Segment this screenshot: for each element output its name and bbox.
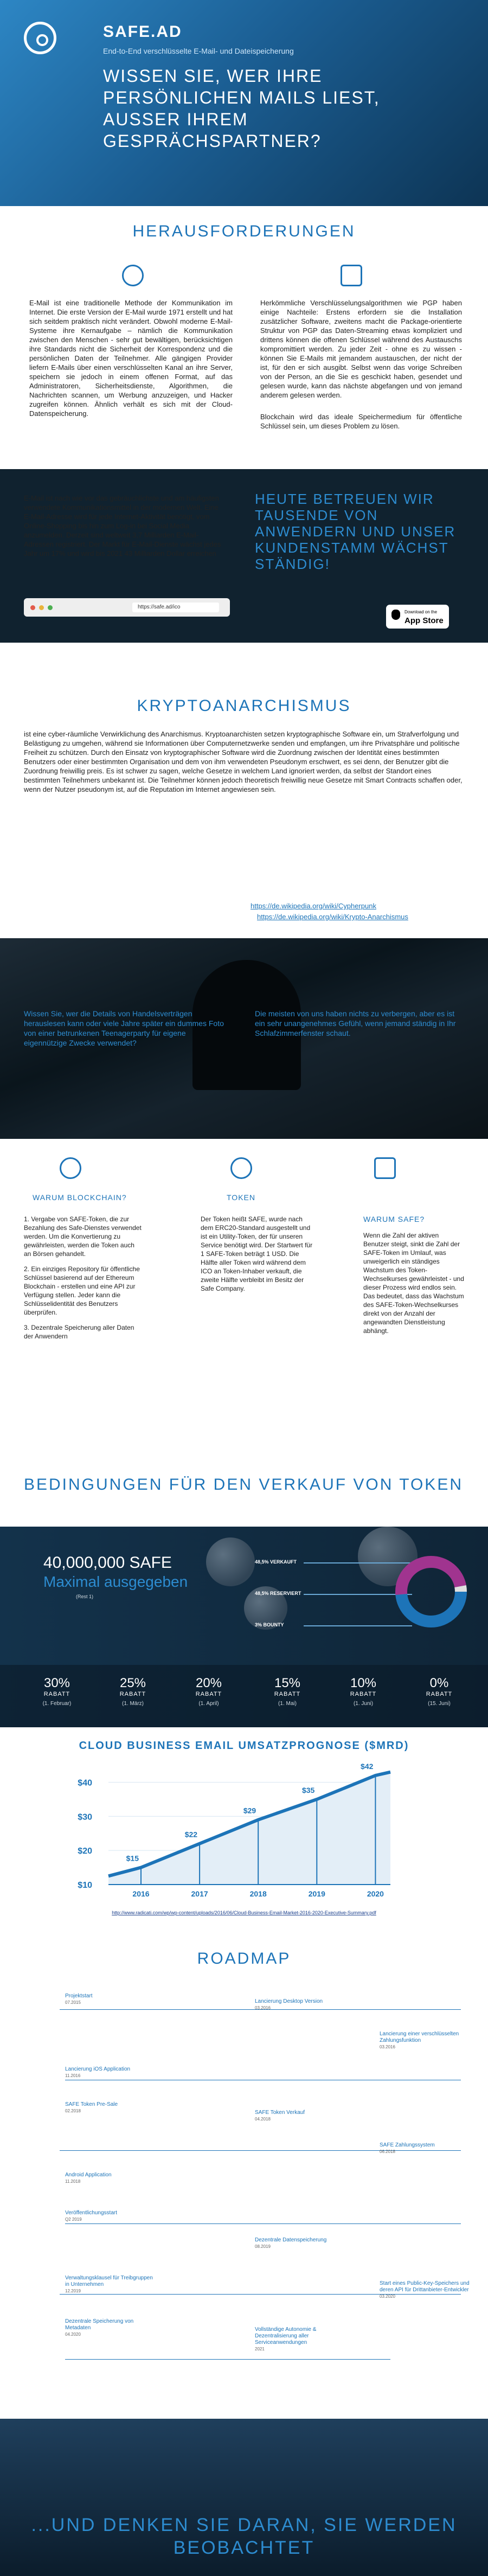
- window-min-dot: [39, 605, 44, 610]
- roadmap-item: [65, 2172, 157, 2185]
- challenges-section: [0, 206, 488, 469]
- data-label: $15: [126, 1854, 139, 1863]
- question-left: Wissen Sie, wer die Details von Handelsverträgen herauslesen kann oder viele Jahre später ein dummes Foto von einer betrunkenen Teenagerparty für eigene eigennützige Zwecke verwendet?: [24, 1009, 224, 1047]
- roadmap-item: [255, 2110, 347, 2123]
- y-tick-label: $10: [78, 1881, 92, 1890]
- roadmap-item: [65, 2066, 157, 2079]
- roadmap-item-date: 07.2015: [65, 2000, 81, 2005]
- roadmap-item-date: 2021: [255, 2347, 265, 2351]
- roadmap-item-date: 04.2018: [255, 2117, 271, 2122]
- chart-source-link: http://www.radicati.com/wp/wp-content/uploads/2016/06/Cloud-Business-Email-Market-2016-2020-Executive-Summary.pdf: [112, 1910, 376, 1915]
- reserved-label: 48,5% RESERVIERT: [255, 1591, 301, 1596]
- roadmap-item: [65, 2210, 157, 2223]
- at-sign-logo-icon: [24, 22, 56, 54]
- bounty-label: 3% BOUNTY: [255, 1622, 284, 1627]
- data-label: $35: [301, 1785, 315, 1795]
- roadmap-item-title: Vollständige Autonomie & Dezentralisierung aller Serviceanwendungen: [255, 2327, 317, 2346]
- discount-date: (1. März): [122, 1701, 144, 1707]
- discount-item: [260, 1676, 314, 1707]
- discount-percent: 15%: [274, 1676, 301, 1690]
- discount-label: RABATT: [426, 1691, 453, 1697]
- roadmap-item-title: Lancierung iOS Application: [65, 2066, 131, 2072]
- roadmap-item: [65, 1993, 157, 2006]
- why-blockchain-text: [24, 1215, 143, 1347]
- challenges-title: HERAUSFORDERUNGEN: [132, 222, 356, 240]
- discount-percent: 25%: [119, 1676, 146, 1690]
- roadmap-item-date: 06.2018: [380, 2149, 395, 2154]
- link-krypto-anarchismus[interactable]: https://de.wikipedia.org/wiki/Krypto-Anarchismus: [257, 913, 408, 921]
- discount-item: [412, 1676, 466, 1707]
- roadmap-item-date: 08.2019: [255, 2244, 271, 2249]
- roadmap-title: ROADMAP: [197, 1950, 291, 1968]
- crypto-title: KRYPTOANARCHISMUS: [137, 697, 351, 715]
- roadmap-item-date: 03.2016: [255, 2005, 271, 2010]
- market-text: E-Mail ist nach wie vor das gebräuchlichste und am häufigsten verwendete Kommunikationsmittel in der modernen Welt. Eine E-Mail-Adresse wird für jede Internet-Aktivität benötigt, vom Online-Shopping bis hin zum Log-in bei Social Media anzumelden. Derzeit sind weltweit 3,7 Milliarden E-Mail-Adressen registriert. Der Markt für E-Mail-Dienste wächst jedes Jahr um 17% und wird bis 2021 43 Milliarden Dollar erreichen: [24, 494, 221, 558]
- discount-percent: 0%: [429, 1676, 449, 1690]
- footer-text: ...UND DENKEN SIE DARAN, SIE WERDEN BEOBACHTET: [31, 2515, 457, 2558]
- revenue-area: [108, 1772, 390, 1885]
- roadmap-item: [380, 2142, 472, 2155]
- x-tick-label: 2017: [191, 1889, 208, 1898]
- data-label: $22: [184, 1830, 198, 1839]
- data-label: $29: [243, 1806, 256, 1815]
- discount-item: [336, 1676, 390, 1707]
- discount-label: RABATT: [350, 1691, 377, 1697]
- hero-section: [0, 0, 488, 206]
- roadmap-item-date: 03.2016: [380, 2045, 395, 2049]
- coin-image: [206, 1537, 255, 1586]
- roadmap-item: [65, 2101, 157, 2114]
- sale-title: BEDINGUNGEN FÜR DEN VERKAUF VON TOKEN: [24, 1476, 463, 1494]
- roadmap-item-title: Android Application: [65, 2172, 112, 2178]
- x-tick-label: 2019: [308, 1889, 325, 1898]
- chart-title: CLOUD BUSINESS EMAIL UMSATZPROGNOSE ($MRD): [79, 1740, 409, 1752]
- roadmap-item-title: Start eines Public-Key-Speichers und deren API für Drittanbieter-Entwickler: [380, 2280, 470, 2293]
- max-issued: Maximal ausgegeben: [43, 1573, 188, 1590]
- hacker-band: [0, 938, 488, 1139]
- distribution-donut: [390, 1551, 472, 1632]
- roadmap-item-title: SAFE Token Pre-Sale: [65, 2101, 118, 2107]
- why-blockchain-title: WARUM BLOCKCHAIN?: [33, 1193, 127, 1202]
- revenue-chart-section: [0, 1727, 488, 1928]
- roadmap-item-title: Lancierung einer verschlüsselten Zahlungsfunktion: [380, 2031, 459, 2043]
- roadmap-item-date: 03.2020: [380, 2294, 395, 2299]
- discount-date: (15. Juni): [428, 1701, 451, 1707]
- challenges-right-text: Herkömmliche Verschlüsselungsalgorithmen wie PGP haben einige Nachteile: Erstens erfordern sie die Installation zusätzlicher Software, zweitens macht die Package-orientierte Struktur von PGP das Daten-Streaming etwas kompliziert und drittens können die offenen Schlüssel während des Austauschs kompromittiert werden. Zu jeder Zeit - ohne es zu wissen - können Sie E-Mails mit jemandem austauschen, der nicht der ist, für den er sich ausgibt. Selbst wenn das vorige Schreiben von der Person, an die Sie es geschickt haben, gesendet und gelesen wurde, kann das nächste abgefangen und von jemand anderem gelesen werden.: [260, 299, 462, 399]
- roadmap-item: [255, 2327, 347, 2353]
- why-safe-text: Wenn die Zahl der aktiven Benutzer steigt, sinkt die Zahl der SAFE-Token im Umlauf, was unweigerlich ein ständiges Wachstum des Token-Wechselkurses gewährleistet - und dieser Prozess wird endlos sein. Das bedeutet, dass das Wachstum des SAFE-Token-Wechselkurses direkt von der Anzahl der angewandten Dienstleistung abhängt.: [363, 1232, 464, 1335]
- y-tick-label: $20: [78, 1847, 92, 1856]
- challenges-right-text-2: Blockchain wird das ideale Speichermedium für öffentliche Schlüssel sein, um dieses Problem zu lösen.: [260, 413, 462, 430]
- roadmap-item: [380, 2280, 472, 2300]
- roadmap-item-title: Dezentrale Datenspeicherung: [255, 2237, 327, 2243]
- x-tick-label: 2020: [367, 1889, 384, 1898]
- blockchain-point-2: 2. Ein einziges Repository für öffentliche Schlüssel basierend auf der Ethereum Blockchain - erstellen und eine API zur Verfügung stellen. Jeder kann die Schlüsselidentität des Benutzers überprüfen.: [24, 1265, 140, 1316]
- why-safe-title: WARUM SAFE?: [363, 1215, 425, 1223]
- crypto-section: [0, 643, 488, 938]
- discount-date: (1. April): [198, 1701, 219, 1707]
- roadmap-item: [380, 2031, 472, 2050]
- blockchain-point-1: 1. Vergabe von SAFE-Token, die zur Bezahlung des Safe-Dienstes verwendet werden. Um die Konvertierung zu gewährleisten, werden die Token auch an Börsen gehandelt.: [24, 1215, 142, 1258]
- roadmap-item: [65, 2318, 157, 2338]
- y-tick-label: $30: [78, 1812, 92, 1822]
- roadmap-item-date: 11.2016: [65, 2073, 81, 2078]
- roadmap-item-date: 11.2018: [65, 2179, 81, 2184]
- rest-note: (Rest 1): [76, 1594, 94, 1599]
- roadmap-item-title: Projektstart: [65, 1993, 93, 1999]
- blockchain-icon: [60, 1157, 81, 1179]
- question-right: Die meisten von uns haben nichts zu verbergen, aber es ist ein sehr unangenehmes Gefühl, wenn jemand ständig in Ihr Schlafzimmerfenster schaut.: [255, 1009, 456, 1037]
- discount-item: [30, 1676, 84, 1707]
- y-tick-label: $40: [78, 1778, 92, 1788]
- roadmap-item-date: 04.2020: [65, 2332, 81, 2337]
- market-band: [0, 469, 488, 643]
- window-close-dot: [30, 605, 35, 610]
- challenges-left-text: E-Mail ist eine traditionelle Methode der Kommunikation im Internet. Die erste Version der E-Mail wurde 1971 erstellt und hat sich seitdem praktisch nicht verändert. Obwohl moderne E-Mail-Systeme ihre Kernaufgabe – nämlich die Kommunikation zwischen den Menschen - sehr gut bewältigen, berücksichtigen ihre Standards nicht die Sicherheit der Korrespondenz und die persönlichen Daten der Teilnehmer. Alle gängigen Provider liefern E-Mails über einen verschlüsselten Kanal an ihre Server, speichern sie jedoch in einem offenen Format, auf das Administratoren, Sicherheitsdienste, Algorithmen, die Nachrichten scannen, um Werbung anzuzeigen, und Hacker zugreifen können. Ähnlich verhält es sich mit der Cloud-Datenspeicherung.: [29, 299, 233, 418]
- timeline-segment: [65, 2223, 461, 2224]
- discount-percent: 10%: [350, 1676, 377, 1690]
- discount-row: [0, 1665, 488, 1727]
- token-icon: [230, 1157, 252, 1179]
- total-amount: 40,000,000 SAFE: [43, 1554, 172, 1572]
- data-label: $42: [361, 1761, 374, 1771]
- timeline-segment: [65, 2359, 390, 2360]
- discount-label: RABATT: [274, 1691, 301, 1697]
- roadmap-item-title: Lancierung Desktop Version: [255, 1998, 323, 2004]
- app-store-button[interactable]: [386, 605, 449, 629]
- crypto-body: ist eine cyber-räumliche Verwirklichung des Anarchismus. Kryptoanarchisten setzen kryptographische Software ein, um Strafverfolgung und Belästigung zu umgehen, während sie Informationen über Computernetzwerke senden und empfangen, um ihre Privatsphäre und politische Freiheit zu schützen. Durch den Einsatz von kryptographischer Software wird die Zuordnung zwischen der Identität eines bestimmten Benutzers oder einer bestimmten Organisation und dem von ihm verwendeten Pseudonym erschwert, es sei denn, der Benutzer gibt die Zuordnung freiwillig preis. Es ist schwer zu sagen, welche Gesetze in welchem Land ignoriert werden, da selbst der Standort eines bestimmten Teilnehmers unbekannt ist. Die Teilnehmer können jedoch theoretisch freiwillig neue Gesetze mit Smart Contracts schaffen oder, wenn der Nutzer pseudonym ist, auf die Reputation im Internet angewiesen sein.: [24, 730, 463, 793]
- x-tick-label: 2016: [132, 1889, 150, 1898]
- token-text: Der Token heißt SAFE, wurde nach dem ERC20-Standard ausgestellt und ist ein Utility-Token, der für unseren Service benötigt wird. Der Startwert für 1 SAFE-Token beträgt 1 USD. Die Hälfte aller Token wird während dem ICO an Token-Inhaber verkauft, die zweite Hälfte verbleibt im Besitz der Safe Company.: [201, 1215, 313, 1292]
- envelope-globe-icon: [122, 265, 144, 286]
- roadmap-item-title: Veröffentlichungsstart: [65, 2210, 117, 2216]
- roadmap-item-title: Dezentrale Speicherung von Metadaten: [65, 2318, 134, 2331]
- discount-percent: 20%: [195, 1676, 222, 1690]
- roadmap-item: [255, 1998, 347, 2011]
- hero-headline: WISSEN SIE, WER IHRE PERSÖNLICHEN MAILS LIEST, AUSSER IHREM GESPRÄCHSPARTNER?: [103, 66, 380, 151]
- roadmap-item-date: Q2 2019: [65, 2217, 82, 2222]
- discount-label: RABATT: [119, 1691, 146, 1697]
- why-section: [0, 1139, 488, 1527]
- token-title: TOKEN: [227, 1193, 255, 1202]
- sold-label: 48,5% VERKAUFT: [255, 1559, 297, 1565]
- growth-claim: HEUTE BETREUEN WIR TAUSENDE VON ANWENDERN UND UNSER KUNDENSTAMM WÄCHST STÄNDIG!: [255, 491, 456, 572]
- roadmap-section: [0, 1928, 488, 2419]
- window-max-dot: [48, 605, 53, 610]
- store-big-label: App Store: [404, 616, 444, 625]
- roadmap-item-title: Verwaltungsklausel für Treibgruppen in Unternehmen: [65, 2275, 153, 2287]
- discount-date: (1. Mai): [278, 1701, 297, 1707]
- blockchain-point-3: 3. Dezentrale Speicherung aller Daten der Anwendern: [24, 1324, 134, 1340]
- roadmap-item-title: SAFE Zahlungssystem: [380, 2142, 435, 2148]
- roadmap-item-date: 12.2019: [65, 2289, 81, 2293]
- footer-band: [0, 2419, 488, 2576]
- brand-name: SAFE.AD: [103, 23, 182, 41]
- discount-date: (1. Februar): [42, 1701, 72, 1707]
- roadmap-item-title: SAFE Token Verkauf: [255, 2110, 305, 2116]
- discount-item: [182, 1676, 236, 1707]
- token-sale-section: [0, 1527, 488, 1727]
- discount-percent: 30%: [43, 1676, 70, 1690]
- browser-mockup: [24, 598, 230, 617]
- discount-label: RABATT: [195, 1691, 222, 1697]
- roadmap-item: [255, 2237, 347, 2250]
- revenue-chart: [0, 1727, 488, 1928]
- tagline: End-to-End verschlüsselte E-Mail- und Dateispeicherung: [103, 47, 294, 55]
- discount-label: RABATT: [43, 1691, 70, 1697]
- x-tick-label: 2018: [249, 1889, 267, 1898]
- roadmap-item: [65, 2275, 157, 2295]
- document-icon: [341, 265, 362, 286]
- roadmap-item-date: 02.2018: [65, 2109, 81, 2113]
- store-small-label: Download on the: [404, 610, 438, 614]
- discount-date: (1. Juni): [353, 1701, 374, 1707]
- discount-item: [106, 1676, 160, 1707]
- browser-url[interactable]: https://safe.ad/ico: [132, 603, 219, 612]
- safe-icon: [374, 1157, 396, 1179]
- link-cypherpunk[interactable]: https://de.wikipedia.org/wiki/Cypherpunk: [251, 902, 376, 910]
